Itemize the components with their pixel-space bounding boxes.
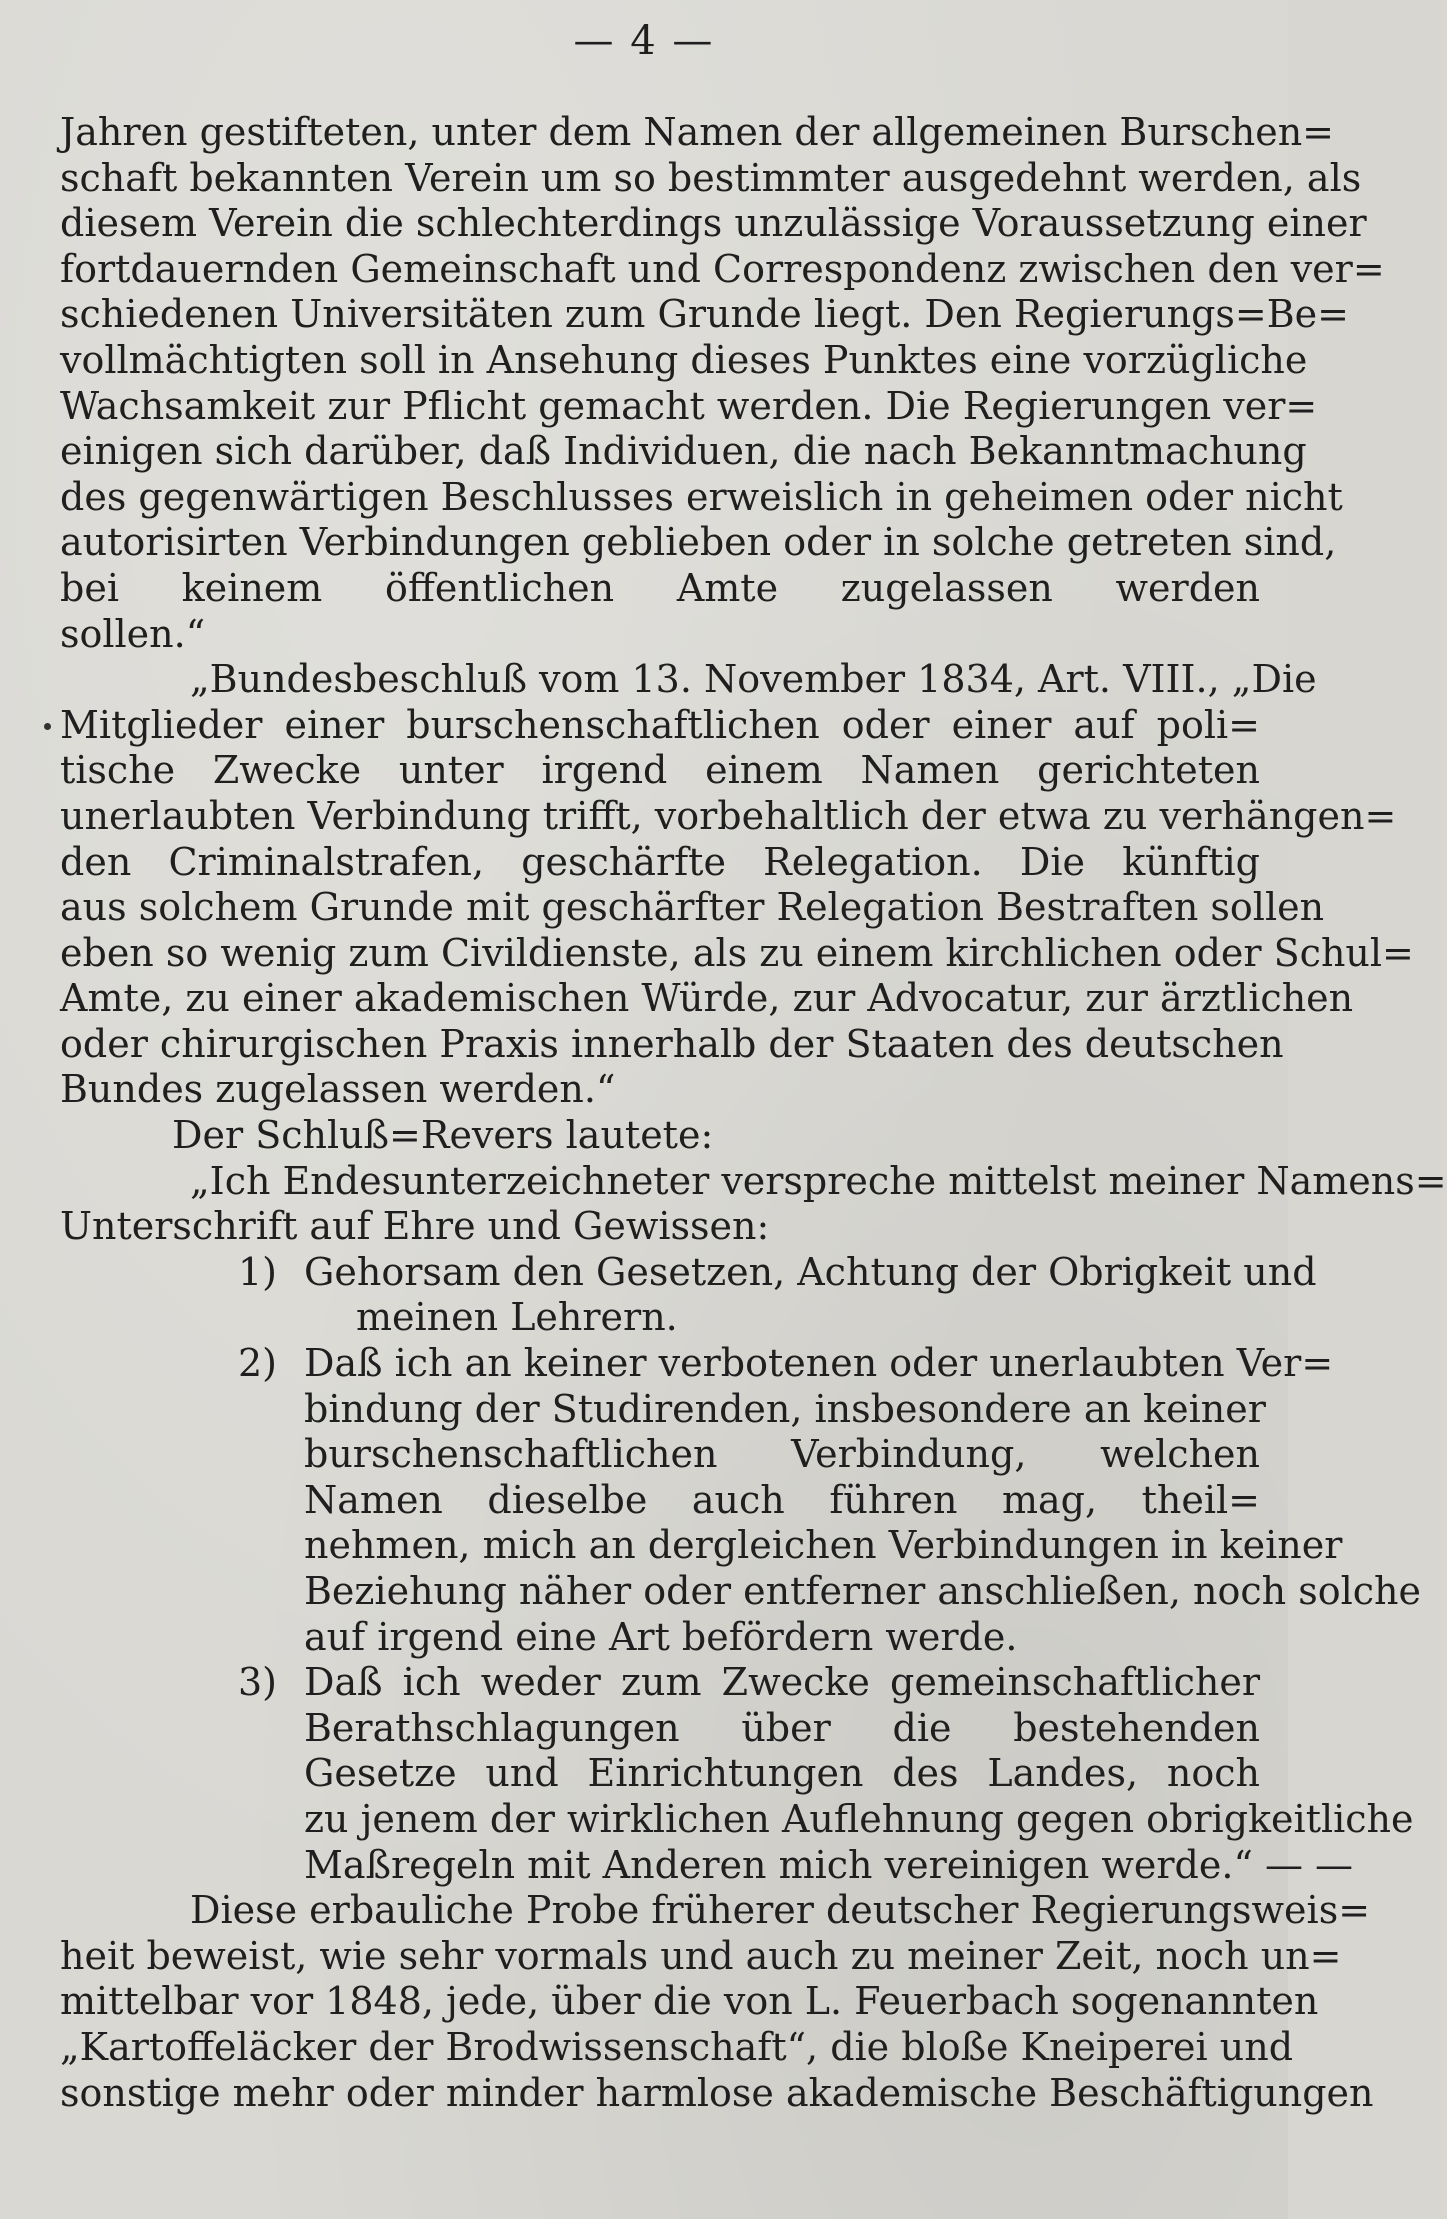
- margin-dot: [44, 723, 51, 730]
- text-line: Amte, zu einer akademischen Würde, zur Advocatur, zur ärztlichen: [60, 976, 1354, 1021]
- text-line: sollen.“: [60, 611, 206, 656]
- list-item-3: [60, 1660, 1260, 1706]
- list-text: Gehorsam den Gesetzen, Achtung der Obrigkeit und: [304, 1249, 1317, 1294]
- text-line: sonstige mehr oder minder harmlose akademische Beschäftigungen: [60, 2070, 1374, 2115]
- text-line: des gegenwärtigen Beschlusses erweislich in geheimen oder nicht: [60, 474, 1343, 519]
- text-line: einigen sich darüber, daß Individuen, die nach Bekanntmachung: [60, 429, 1307, 474]
- text-line: Diese erbauliche Probe früherer deutscher Regierungsweis=: [190, 1888, 1371, 1933]
- text-line: Berathschlagungen über die bestehenden: [304, 1705, 1260, 1750]
- text-line: Gesetze und Einrichtungen des Landes, noch: [304, 1751, 1260, 1796]
- text-line: schaft bekannten Verein um so bestimmter ausgedehnt werden, als: [60, 155, 1362, 200]
- text-line: Unterschrift auf Ehre und Gewissen:: [60, 1204, 770, 1249]
- text-line: diesem Verein die schlechterdings unzulässige Voraussetzung einer: [60, 201, 1367, 246]
- text-line: zu jenem der wirklichen Auflehnung gegen obrigkeitliche: [304, 1796, 1414, 1841]
- page-number: — 4 —: [573, 18, 715, 64]
- text-line: Bundes zugelassen werden.“: [60, 1067, 616, 1112]
- text-line: „Bundesbeschluß vom 13. November 1834, Art. VIII., „Die: [190, 657, 1317, 702]
- list-text: Daß ich an keiner verbotenen oder unerlaubten Ver=: [304, 1341, 1334, 1386]
- page-body-text: [60, 110, 1447, 2116]
- text-line: nehmen, mich an dergleichen Verbindungen in keiner: [304, 1523, 1343, 1568]
- text-line: heit beweist, wie sehr vormals und auch zu meiner Zeit, noch un=: [60, 1933, 1342, 1978]
- text-line: „Ich Endesunterzeichneter verspreche mittelst meiner Namens=: [190, 1158, 1447, 1203]
- list-item-2: [60, 1341, 1334, 1387]
- text-line: Namen dieselbe auch führen mag, theil=: [304, 1477, 1260, 1522]
- text-line: vollmächtigten soll in Ansehung dieses Punktes eine vorzügliche: [60, 337, 1308, 382]
- text-line: bei keinem öffentlichen Amte zugelassen werden: [60, 565, 1260, 610]
- text-line: Der Schluß=Revers lautete:: [172, 1113, 714, 1158]
- text-line: autorisirten Verbindungen geblieben oder in solche getreten sind,: [60, 520, 1337, 565]
- text-line: „Kartoffeläcker der Brodwissenschaft“, die bloße Kneiperei und: [60, 2024, 1294, 2069]
- text-line: mittelbar vor 1848, jede, über die von L. Feuerbach sogenannten: [60, 1979, 1319, 2024]
- text-line: fortdauernden Gemeinschaft und Correspondenz zwischen den ver=: [60, 246, 1385, 291]
- text-line: Maßregeln mit Anderen mich vereinigen werde.“ — —: [304, 1842, 1354, 1887]
- text-line: tische Zwecke unter irgend einem Namen gerichteten: [60, 748, 1260, 793]
- text-line: aus solchem Grunde mit geschärfter Relegation Bestraften sollen: [60, 885, 1325, 930]
- text-line: eben so wenig zum Civildienste, als zu einem kirchlichen oder Schul=: [60, 930, 1414, 975]
- list-number: 3): [238, 1660, 278, 1705]
- list-number: 2): [238, 1341, 278, 1386]
- list-item-1: [60, 1249, 1317, 1296]
- text-line: schiedenen Universitäten zum Grunde liegt. Den Regierungs=Be=: [60, 292, 1350, 337]
- text-line: burschenschaftlichen Verbindung, welchen: [304, 1432, 1260, 1477]
- text-line: den Criminalstrafen, geschärfte Relegation. Die künftig: [60, 839, 1260, 884]
- list-text: Daß ich weder zum Zwecke gemeinschaftlicher: [304, 1660, 1260, 1705]
- list-number: 1): [238, 1249, 278, 1294]
- text-line: auf irgend eine Art befördern werde.: [304, 1614, 1018, 1659]
- text-line: unerlaubten Verbindung trifft, vorbehaltlich der etwa zu verhängen=: [60, 793, 1397, 838]
- text-line: Beziehung näher oder entferner anschließen, noch solche: [304, 1569, 1421, 1613]
- text-line: Mitglieder einer burschenschaftlichen oder einer auf poli=: [60, 702, 1260, 747]
- text-line: bindung der Studirenden, insbesondere an keiner: [304, 1386, 1266, 1431]
- text-line: oder chirurgischen Praxis innerhalb der Staaten des deutschen: [60, 1021, 1284, 1066]
- text-line: meinen Lehrern.: [356, 1295, 678, 1340]
- text-line: Jahren gestifteten, unter dem Namen der allgemeinen Burschen=: [60, 110, 1335, 154]
- text-line: Wachsamkeit zur Pflicht gemacht werden. Die Regierungen ver=: [60, 383, 1318, 428]
